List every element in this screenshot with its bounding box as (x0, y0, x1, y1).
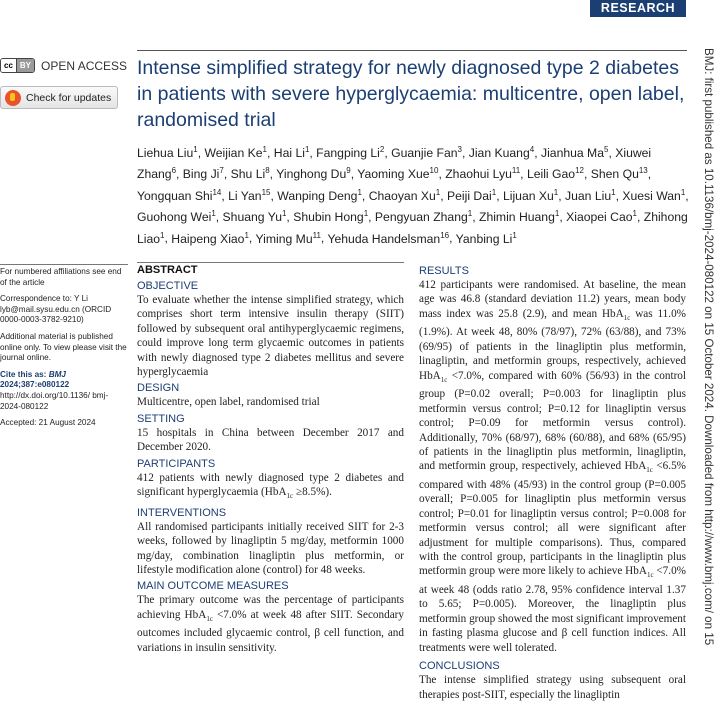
affiliation-number: 13 (638, 166, 648, 176)
author-name-text: Shuang Yu (222, 210, 282, 225)
conclusions-heading: CONCLUSIONS (419, 660, 500, 673)
results-heading: RESULTS (419, 265, 469, 277)
affiliation-number: 1 (281, 209, 287, 219)
affiliations-note: For numbered affiliations see end of the article (0, 267, 122, 287)
outcomes-text-b: <7.0% at week 48 after SIIT. Secondary outcomes included glycaemic control, β cell function, and variations in insulin sensitivity. (137, 608, 404, 654)
author-name-text: Fangping Li (316, 146, 380, 161)
affiliation-number: 1 (363, 209, 369, 219)
check-for-updates-label: Check for updates (26, 91, 112, 104)
affiliation-number: 1 (553, 187, 559, 197)
affiliation-number: 9 (346, 166, 351, 176)
author-name-text: Weijian Ke (204, 146, 263, 161)
affiliation-number: 11 (511, 166, 521, 176)
affiliation-number: 5 (604, 145, 609, 154)
author-name (277, 189, 362, 203)
author-name (293, 210, 368, 224)
objective-text: To evaluate whether the intense simplified strategy, which comprises short term intensive insulin therapy (SIIT) followed by subsequent oral antihyperglycaemic regimens, could improve long term glycaemic outcomes in patients with newly diagnosed type 2 diabetes mellitus and severe hyperglycaemia (137, 294, 404, 379)
outcomes-text-a: The primary outcome was the percentage of participants achieving HbA (137, 594, 404, 621)
affiliation-number: 1 (304, 145, 310, 154)
affiliation-number: 1 (554, 209, 560, 219)
affiliation-number: 7 (219, 166, 224, 176)
affiliation-number: 1 (512, 230, 517, 240)
author-name-text: Peiji Dai (447, 188, 492, 203)
design-text: Multicentre, open label, randomised trial (137, 396, 320, 409)
results-text-4: <6.5% compared with 48% (45/93) in the control group (P=0.005 overall; P=0.005 for linagliptin plus metformin versus control; P=0.01 for linagliptin versus control; P=0.008 for metformin versus control; all were significant after adjustment for multiple comparisons). Thus, compared with the control group, participants in the linagliptin plus metformin group were more likely to achieve HbA (419, 460, 686, 578)
affiliation-number: 1 (160, 230, 165, 240)
title-rule (137, 50, 687, 51)
cite-label: Cite this as: (0, 369, 47, 379)
author-name (456, 232, 517, 246)
affiliation-number: 1 (435, 187, 441, 197)
participants-heading: PARTICIPANTS (137, 457, 216, 470)
author-name-text: Leili Gao (526, 167, 576, 182)
author-name (369, 189, 441, 203)
author-name-text: Yiming Mu (255, 231, 313, 246)
author-name (274, 146, 310, 160)
author-name-text: Yongquan Shi (137, 188, 213, 203)
hba1c-subscript: 1c (646, 466, 653, 475)
author-name-text: Haipeng Xiao (171, 231, 245, 246)
author-name (469, 146, 534, 160)
author-name (137, 189, 221, 203)
author-name-text: Li Yan (228, 188, 262, 203)
author-name (137, 210, 216, 224)
setting-heading: SETTING (137, 412, 185, 425)
author-name-text: Juan Liu (565, 188, 612, 203)
check-for-updates-button[interactable] (0, 86, 118, 109)
author-name-text: Xiaopei Cao (566, 210, 633, 225)
citation (0, 370, 128, 412)
margin-text[interactable]: BMJ: first published as 10.1136/bmj-2024-080122 on 15 October 2024. Downloaded from http://www.bmj.com/ on 15 (702, 48, 715, 646)
author-list: Liehua Liu$^1$, Weijian Ke$^1$, Hai Li$^1$, Fangping Li$^2$, Guanjie Fan$^3$, Jian Kuang$^4$, Jianhua Ma$^5$, Xiuwei Zhang$^6$, Bing Ji$^7$, Shu Li$^8$, Yinghong Du$^9$, Yaoming Xue$^{10}$, Zhaohui Lyu$^{11}$, Leili Gao$^{12}$, Shen Qu$^{13}$, Yongquan Shi$^{14}$, Li Yan$^{15}$, Wanping Deng$^1$, Chaoyan Xu$^1$, Peiji Dai$^1$, Lijuan Xu$^1$, Juan Liu$^1$, Xuesi Wan$^1$, Guohong Wei$^1$, Shuang Yu$^1$, Shubin Hong$^1$, Pengyuan Zhang$^1$, Zhimin Huang$^1$, Xiaopei Cao$^1$, Zhihong Liao$^1$, Haipeng Xiao$^1$, Yiming Mu$^{11}$, Yehuda Handelsman$^{16}$, Yanbing Li$^1$ (137, 145, 689, 246)
author-name-text: Guanjie Fan (391, 146, 458, 161)
affiliation-number: 6 (171, 166, 177, 176)
results-text (419, 278, 686, 655)
affiliation-number: 1 (632, 209, 637, 219)
affiliation-number: 1 (193, 145, 198, 154)
author-name-text: Chaoyan Xu (368, 188, 436, 203)
author-name (327, 232, 449, 246)
design-heading: DESIGN (137, 382, 180, 395)
author-name-text: Hai Li (273, 146, 305, 161)
author-name-text: Shen Qu (590, 167, 639, 182)
participants-text-b: ≥8.5%). (293, 486, 332, 499)
author-name-text: Bing Ji (182, 167, 220, 182)
author-name-text: Pengyuan Zhang (374, 210, 468, 225)
author-name-text: Lijuan Xu (502, 188, 554, 203)
author-name-text: Jian Kuang (468, 146, 530, 161)
hba1c-subscript: 1c (646, 571, 654, 580)
author-name (357, 167, 438, 181)
affiliation-number: 16 (440, 230, 450, 240)
author-name (171, 232, 249, 246)
affiliation-number: 1 (680, 187, 686, 197)
outcomes-heading: MAIN OUTCOME MEASURES (137, 580, 289, 593)
affiliation-number: 14 (212, 187, 222, 197)
hba1c-subscript: 1c (286, 492, 294, 501)
author-name-text: Liehua Liu (137, 146, 194, 161)
affiliation-number: 4 (529, 145, 535, 154)
cite-ref: 2024;387:e080122 (0, 380, 70, 390)
hba1c-subscript: 1c (440, 375, 448, 384)
abstract-column-left (137, 262, 404, 655)
cc-by-icon (0, 58, 35, 73)
author-name (566, 210, 637, 224)
by-label: BY (17, 59, 34, 72)
author-name-text: Yinghong Du (276, 167, 347, 182)
author-name (565, 189, 616, 203)
results-text-5: <7.0% at week 48 (odds ratio 2.78, 95% confidence interval 1.37 to 5.65; P=0.005). Moreover, the linagliptin plus metformin group showed the most significant improvement in fasting plasma glucose and β cell function indices. All treatments were well tolerated. (419, 565, 686, 654)
crossmark-icon (5, 90, 21, 106)
author-name-text: Shubin Hong (293, 210, 364, 225)
affiliation-number: 8 (265, 166, 270, 176)
participants-text (137, 471, 404, 504)
download-margin-note (700, 48, 716, 718)
hba1c-subscript: 1c (623, 314, 631, 323)
author-name (391, 146, 462, 160)
author-name (223, 210, 287, 224)
open-access-badge[interactable] (0, 58, 127, 73)
author-name-text: Xuesi Wan (622, 188, 681, 203)
author-name-text: Jianhua Ma (540, 146, 604, 161)
author-name (316, 146, 384, 160)
abstract-heading: ABSTRACT (137, 264, 198, 276)
results-text-2: was 11.0% (1.9%). At week 48, 80% (78/97), 72% (63/88), and 73% (69/95) of patients in the linagliptin plus metformin, linagliptin, and metformin groups, respectively, achieved HbA (419, 307, 686, 382)
author-name (375, 210, 472, 224)
affiliation-number: 3 (457, 145, 462, 154)
interventions-heading: INTERVENTIONS (137, 506, 227, 519)
author-name-text: Zhimin Huang (479, 210, 555, 225)
outcomes-text (137, 593, 404, 655)
doi-link[interactable]: http://dx.doi.org/10.1136/ bmj-2024-080122 (0, 390, 109, 411)
open-access-label: OPEN ACCESS (41, 58, 128, 73)
setting-text: 15 hospitals in China between December 2017 and December 2020. (137, 426, 404, 454)
author-name-text: Zhaohui Lyu (445, 167, 512, 182)
author-name (183, 167, 224, 181)
author-name-text: Yehuda Handelsman (327, 231, 441, 246)
author-name (622, 189, 685, 203)
author-name (479, 210, 559, 224)
affiliation-number: 15 (261, 187, 271, 197)
cc-label: cc (1, 59, 17, 72)
sidebar-rule (0, 264, 128, 265)
results-text-1: 412 participants were randomised. At baseline, the mean age was 46.8 (standard deviation 11.2) years, mean body mass index was 25.8 (2.9), and mean HbA (419, 279, 686, 320)
hba1c-subscript: 1c (206, 614, 213, 623)
correspondence[interactable]: Correspondence to: Y Li lyb@mail.sysu.edu.cn (ORCID 0000-0003-3782-9210) (0, 294, 112, 325)
affiliation-number: 1 (244, 230, 249, 240)
article-sidebar (0, 264, 128, 435)
section-banner: RESEARCH (590, 0, 686, 17)
author-name (541, 146, 608, 160)
results-text-3: <7.0%, compared with 60% (56/93) in the control group (P=0.02 overall; P=0.003 for linagliptin plus metformin versus control; P=0.12 for linagliptin versus control; P=0.09 for metformin versus control). Additionally, 70% (68/97), 68% (60/88), and 68% (65/95) of patients in the linagliptin plus metformin, linagliptin, and metformin group, respectively, achieved HbA (419, 369, 686, 473)
author-name (231, 167, 270, 181)
author-name (255, 232, 320, 246)
affiliation-number: 11 (312, 230, 321, 240)
author-name-text: Yanbing Li (455, 231, 513, 246)
author-name-text: Wanping Deng (277, 188, 358, 203)
author-name (527, 167, 584, 181)
accepted-date: Accepted: 21 August 2024 (0, 418, 96, 428)
author-name (204, 146, 267, 160)
author-name (445, 167, 520, 181)
participants-text-a: 412 patients with newly diagnosed type 2 diabetes and significant hyperglycaemia (HbA (137, 471, 404, 499)
conclusions-text: The intense simplified strategy using subsequent oral therapies post-SIIT, especially the linagliptin (419, 674, 686, 701)
author-name-text: Guohong Wei (137, 210, 212, 225)
author-name (137, 146, 198, 160)
affiliation-number: 1 (211, 209, 216, 219)
author-name (276, 167, 350, 181)
author-name-text: Yaoming Xue (357, 167, 430, 182)
author-name-text: Shu Li (230, 167, 266, 182)
affiliation-number: 1 (491, 187, 497, 197)
affiliation-number: 12 (575, 166, 584, 176)
cite-journal: BMJ (48, 369, 66, 379)
affiliation-number: 1 (611, 187, 616, 197)
affiliation-number: 1 (467, 209, 473, 219)
additional-material-note: Additional material is published online only. To view please visit the journal online. (0, 331, 127, 363)
article-title: Intense simplified strategy for newly diagnosed type 2 diabetes in patients with severe hyperglycaemia: multicentre, open label, randomised trial (137, 57, 685, 131)
abstract-column-right (419, 262, 686, 702)
author-name-text: Zhihong Liao (137, 210, 688, 246)
author-name (591, 167, 648, 181)
affiliation-number: 10 (429, 166, 439, 176)
objective-heading: OBJECTIVE (137, 280, 199, 292)
affiliation-number: 1 (262, 145, 267, 154)
author-name (228, 189, 270, 203)
affiliation-number: 2 (379, 145, 385, 154)
affiliation-number: 1 (357, 187, 362, 197)
author-name (447, 189, 496, 203)
author-name (503, 189, 558, 203)
author-name-text: Xiuwei Zhang (137, 146, 652, 182)
interventions-text: All randomised participants initially received SIIT for 2-3 weeks, followed by linagliptin 5 mg/day, metformin 1000 mg/day, combination linagliptin plus metformin, or lifestyle modification alone (control) for 48 weeks. (137, 520, 404, 576)
